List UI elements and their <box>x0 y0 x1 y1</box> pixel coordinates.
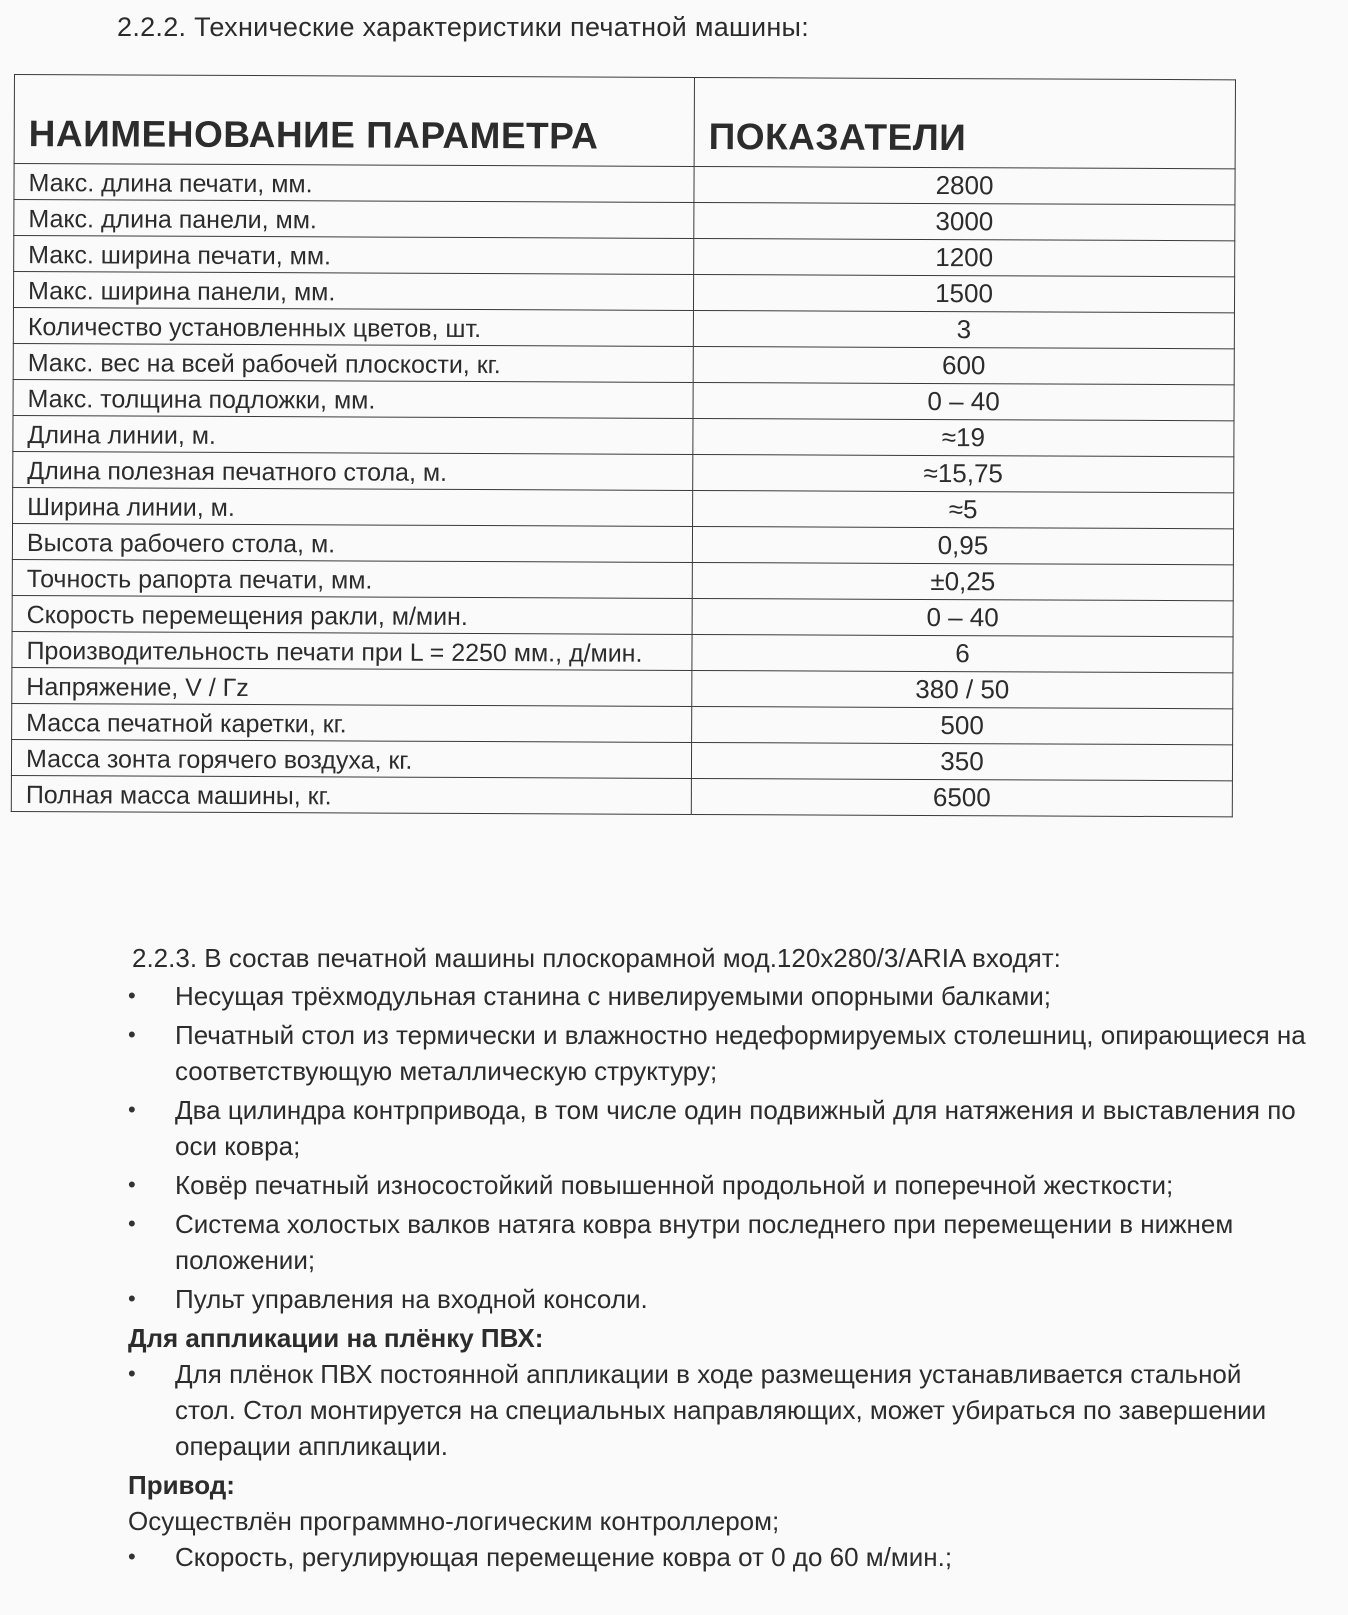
list-item <box>128 1017 1308 1089</box>
param-value: 0 – 40 <box>693 382 1234 420</box>
param-name: Макс. длина панели, мм. <box>14 200 694 239</box>
param-value: 600 <box>693 346 1234 384</box>
list-item-text: Ковёр печатный износостойкий повышенной продольной и поперечной жесткости; <box>175 1170 1174 1200</box>
bullet-icon: • <box>128 1361 136 1386</box>
spec-row <box>12 595 1233 636</box>
section-heading-222: 2.2.2. Технические характеристики печатной машины: <box>117 12 810 42</box>
param-name: Масса зонта горячего воздуха, кг. <box>11 739 691 778</box>
param-value: 380 / 50 <box>692 670 1233 708</box>
param-value: 3000 <box>694 202 1235 240</box>
param-name: Масса печатной каретки, кг. <box>12 703 692 742</box>
list-item <box>128 1539 1308 1575</box>
param-name: Напряжение, V / Гz <box>12 667 692 706</box>
param-value: 2800 <box>694 166 1235 204</box>
list-item <box>128 1356 1308 1464</box>
spec-row <box>12 631 1233 672</box>
param-name: Макс. ширина печати, мм. <box>14 236 694 275</box>
spec-row <box>12 523 1233 564</box>
param-value: 500 <box>692 706 1233 744</box>
param-name: Точность рапорта печати, мм. <box>12 559 692 598</box>
spec-table <box>11 74 1236 817</box>
spec-table-header <box>14 75 1235 169</box>
param-value: ≈5 <box>693 490 1234 528</box>
spec-row <box>13 307 1234 348</box>
param-name: Макс. толщина подложки, мм. <box>13 379 693 418</box>
param-value: ≈15,75 <box>693 454 1234 492</box>
list-item-text: Пульт управления на входной консоли. <box>175 1284 648 1314</box>
param-value: 1500 <box>693 274 1234 312</box>
spec-row <box>14 236 1235 277</box>
spec-row <box>12 703 1233 744</box>
bullet-icon: • <box>128 1022 136 1047</box>
param-name: Длина полезная печатного стола, м. <box>13 451 693 490</box>
param-name: Макс. длина печати, мм. <box>14 164 694 203</box>
bullet-icon: • <box>128 983 136 1008</box>
spec-row <box>13 343 1234 384</box>
param-value: 6500 <box>691 778 1232 816</box>
list-item-text: Система холостых валков натяга ковра внутри последнего при перемещении в нижнем положении; <box>175 1209 1234 1275</box>
list-item-text: Несущая трёхмодульная станина с нивелируемыми опорными балками; <box>175 981 1051 1011</box>
list-item <box>128 1092 1308 1164</box>
spec-row <box>14 200 1235 241</box>
drive-list <box>128 1539 1308 1575</box>
bullet-icon: • <box>128 1097 136 1122</box>
param-name: Производительность печати при L = 2250 мм., д/мин. <box>12 631 692 670</box>
list-item-text: Два цилиндра контрпривода, в том числе один подвижный для натяжения и выставления по оси ковра; <box>175 1095 1296 1161</box>
section-lead-223: 2.2.3. В состав печатной машины плоскорамной мод.120х280/3/ARIA входят: <box>132 943 1061 973</box>
param-value: 1200 <box>694 238 1235 276</box>
list-item-text: Для плёнок ПВХ постоянной аппликации в ходе размещения устанавливается стальной стол. Стол монтируется на специальных направляющих, может убираться по завершении операции аппликации. <box>175 1359 1267 1461</box>
param-name: Количество установленных цветов, шт. <box>13 307 693 346</box>
list-item-text: Печатный стол из термически и влажностно недеформируемых столешниц, опирающиеся на соответствующую металлическую структуру; <box>175 1020 1306 1086</box>
param-name: Макс. вес на всей рабочей плоскости, кг. <box>13 343 693 382</box>
param-name: Длина линии, м. <box>13 415 693 454</box>
bullet-icon: • <box>128 1172 136 1197</box>
param-value: 0,95 <box>692 526 1233 564</box>
spec-row <box>13 415 1234 456</box>
param-name: Высота рабочего стола, м. <box>12 523 692 562</box>
spec-row <box>13 272 1234 313</box>
spec-row <box>14 164 1235 205</box>
bullet-icon: • <box>128 1286 136 1311</box>
composition-list <box>128 978 1308 1317</box>
spec-row <box>13 451 1234 492</box>
param-value: 6 <box>692 634 1233 672</box>
param-value: 0 – 40 <box>692 598 1233 636</box>
param-value: ±0,25 <box>692 562 1233 600</box>
header-value: ПОКАЗАТЕЛИ <box>694 77 1235 168</box>
param-name: Макс. ширина панели, мм. <box>13 272 693 311</box>
bullet-icon: • <box>128 1544 136 1569</box>
spec-row <box>13 487 1234 528</box>
param-value: 3 <box>693 310 1234 348</box>
list-item <box>128 1167 1308 1203</box>
param-name: Скорость перемещения ракли, м/мин. <box>12 595 692 634</box>
spec-row <box>12 559 1233 600</box>
pvc-heading: Для аппликации на плёнку ПВХ: <box>128 1323 544 1353</box>
drive-text: Осуществлён программно-логическим контроллером; <box>128 1506 780 1536</box>
list-item-text: Скорость, регулирующая перемещение ковра от 0 до 60 м/мин.; <box>175 1542 953 1572</box>
header-name: НАИМЕНОВАНИЕ ПАРАМЕТРА <box>14 75 694 167</box>
list-item <box>128 978 1308 1014</box>
spec-row <box>12 667 1233 708</box>
param-name: Полная масса машины, кг. <box>11 775 691 814</box>
composition-section <box>128 940 1308 1578</box>
spec-row <box>11 739 1232 780</box>
param-name: Ширина линии, м. <box>13 487 693 526</box>
list-item <box>128 1281 1308 1317</box>
pvc-list <box>128 1356 1308 1464</box>
param-value: ≈19 <box>693 418 1234 456</box>
bullet-icon: • <box>128 1211 136 1236</box>
drive-heading: Привод: <box>128 1470 235 1500</box>
spec-row <box>11 775 1232 816</box>
spec-row <box>13 379 1234 420</box>
param-value: 350 <box>691 742 1232 780</box>
list-item <box>128 1206 1308 1278</box>
